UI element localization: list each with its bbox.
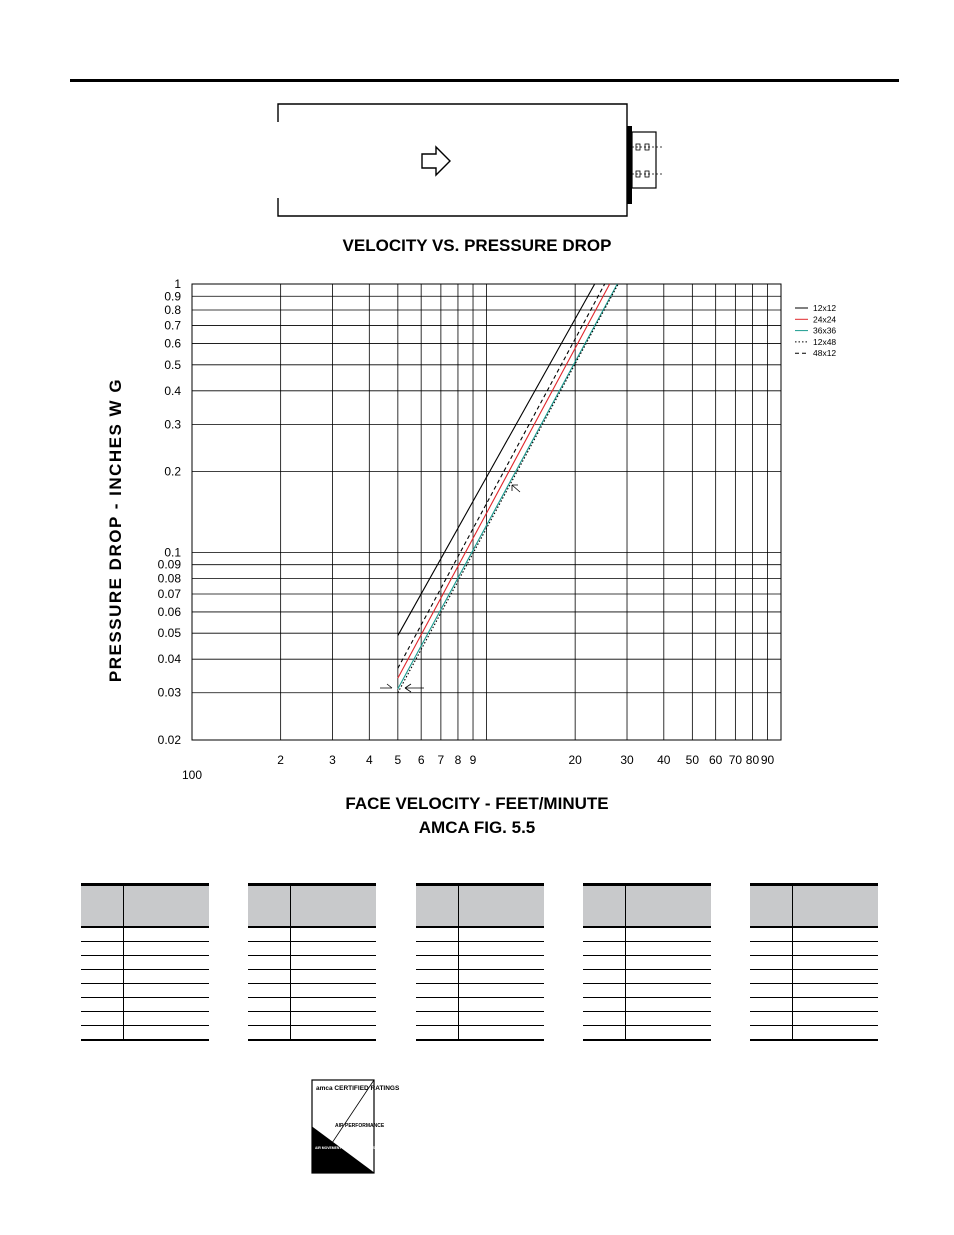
table-cell [583,970,626,984]
seal-top-text: amca CERTIFIED RATINGS [316,1085,400,1092]
table-row [81,1026,209,1041]
table-cell [248,1026,291,1041]
table-header-cell [81,885,124,928]
table-cell [124,956,210,970]
y-tick-label: 0.2 [164,464,181,479]
table-cell [583,956,626,970]
table-cell [750,956,793,970]
table-cell [248,998,291,1012]
y-tick-label: 0.08 [157,571,181,586]
table-row [81,970,209,984]
table-cell [81,1012,124,1026]
table-row [583,1012,711,1026]
y-tick-label: 0.7 [164,318,181,333]
series-line-48x12 [398,284,605,668]
table-row [583,942,711,956]
table-cell [124,998,210,1012]
table-cell [124,927,210,942]
table-cell [626,970,712,984]
arrow-right-icon [380,684,392,688]
table-cell [291,1026,377,1041]
table-cell [459,970,545,984]
table-cell [793,998,879,1012]
x-tick-label: 4 [365,753,373,767]
table-cell [459,984,545,998]
table-cell [750,927,793,942]
table-cell [793,956,879,970]
table-cell [626,1026,712,1041]
table-row [750,956,878,970]
table-cell [248,970,291,984]
table-row [583,956,711,970]
chart-title: VELOCITY VS. PRESSURE DROP [342,236,612,255]
table-cell [626,956,712,970]
x-tick-label: 50 [685,753,700,767]
table-cell [124,1026,210,1041]
table-cell [248,1012,291,1026]
table-cell [81,1026,124,1041]
table-row [750,1026,878,1041]
table-row [416,998,544,1012]
y-tick-label: 0.3 [164,417,181,432]
table-header-cell [459,885,545,928]
table-cell [583,1012,626,1026]
table-row [750,970,878,984]
table-row [248,942,376,956]
table-cell [750,998,793,1012]
table-cell [81,970,124,984]
table-cell [81,927,124,942]
table-cell [459,927,545,942]
legend-label: 48x12 [813,348,837,359]
table-cell [459,1012,545,1026]
series-line-36x36 [398,284,617,689]
table-row [416,1012,544,1026]
table-cell [248,984,291,998]
table-header-cell [793,885,879,928]
table-row [416,927,544,942]
x-axis-label: FACE VELOCITY - FEET/MINUTE [345,794,609,813]
table-row [248,970,376,984]
table-cell [626,998,712,1012]
y-tick-label: 0.07 [157,586,181,601]
x-tick-label: 80 [745,753,760,767]
amca-certified-ratings-seal [311,1079,400,1174]
series-line-12x48 [398,284,618,693]
table-cell [291,998,377,1012]
table-cell [459,1026,545,1041]
y-tick-label: 0.05 [157,626,181,641]
x-tick-label: 9 [469,753,477,767]
table-cell [416,1026,459,1041]
x-gridlines [192,284,781,740]
table-cell [583,998,626,1012]
x-tick-labels [182,753,775,782]
table-row [248,1012,376,1026]
table-row [750,1012,878,1026]
y-tick-label: 0.8 [164,303,181,318]
table-row [750,998,878,1012]
table-row [583,1026,711,1041]
x-tick-label: 7 [437,753,445,767]
figure-label: AMCA FIG. 5.5 [418,818,536,837]
table-header-cell [583,885,626,928]
table-cell [416,984,459,998]
y-tick-label: 0.9 [164,289,181,304]
table-row [416,1026,544,1041]
table-row [583,984,711,998]
table-row [416,970,544,984]
data-table [583,883,711,1041]
table-row [81,1012,209,1026]
y-tick-label: 0.09 [157,557,181,572]
y-tick-labels [158,277,182,747]
table-cell [459,956,545,970]
table-cell [793,970,879,984]
annotation-arrows [380,485,520,692]
data-series [398,284,618,693]
table-cell [626,927,712,942]
table-cell [750,942,793,956]
table-cell [626,1012,712,1026]
table-cell [291,970,377,984]
table-cell [291,1012,377,1026]
y-tick-label: 1 [174,277,181,291]
table-row [81,998,209,1012]
table-cell [416,970,459,984]
y-tick-label: 0.6 [164,336,181,351]
x-tick-label: 6 [417,753,425,767]
table-cell [459,942,545,956]
table-cell [583,927,626,942]
x-tick-label: 70 [728,753,743,767]
table-cell [124,942,210,956]
x-tick-label: 8 [454,753,462,767]
table-cell [416,942,459,956]
x-tick-label: 3 [329,753,336,767]
table-cell [81,942,124,956]
x-tick-label: 30 [620,753,634,767]
table-cell [124,984,210,998]
legend [795,303,836,358]
data-table [416,883,544,1041]
table-row [416,942,544,956]
table-header-cell [416,885,459,928]
table-row [750,984,878,998]
series-line-24x24 [398,284,610,678]
table-header-cell [124,885,210,928]
table-row [81,956,209,970]
x-tick-label: 20 [568,753,582,767]
x-tick-label: 100 [181,768,203,782]
table-row [750,942,878,956]
table-row [81,942,209,956]
legend-label: 36x36 [813,325,837,336]
table-header-cell [626,885,712,928]
table-cell [416,927,459,942]
table-cell [248,927,291,942]
y-tick-label: 0.03 [157,685,181,700]
y-tick-label: 0.4 [164,383,181,398]
table-cell [583,984,626,998]
table-row [583,927,711,942]
table-row [248,956,376,970]
y-tick-label: 0.04 [157,652,181,667]
table-cell [793,927,879,942]
table-cell [750,970,793,984]
data-table [248,883,376,1041]
table-header-cell [291,885,377,928]
table-cell [793,984,879,998]
table-cell [583,1026,626,1041]
table-row [416,956,544,970]
table-cell [416,998,459,1012]
table-cell [248,942,291,956]
table-row [248,984,376,998]
arrow-up-left-icon [512,485,520,492]
x-tick-label: 2 [277,753,284,767]
table-header-cell [248,885,291,928]
table-row [416,984,544,998]
table-row [248,927,376,942]
table-cell [793,1026,879,1041]
table-cell [459,998,545,1012]
legend-label: 12x12 [813,303,837,313]
table-cell [81,956,124,970]
table-cell [291,984,377,998]
table-cell [248,956,291,970]
seal-middle-text: AIR PERFORMANCE [335,1123,385,1129]
table-row [583,998,711,1012]
table-cell [291,927,377,942]
table-cell [124,970,210,984]
table-cell [291,956,377,970]
table-header-cell [750,885,793,928]
table-cell [750,1026,793,1041]
table-cell [793,1012,879,1026]
x-tick-label: 60 [708,753,723,767]
table-cell [416,1012,459,1026]
table-cell [583,942,626,956]
legend-label: 12x48 [813,336,837,347]
x-tick-label: 90 [760,753,775,767]
y-tick-label: 0.06 [157,604,181,619]
y-axis-label: PRESSURE DROP - INCHES W G [106,377,125,683]
table-row [81,984,209,998]
table-cell [750,1012,793,1026]
table-row [750,927,878,942]
data-table [750,883,878,1041]
table-row [583,970,711,984]
legend-label: 24x24 [813,314,837,325]
table-cell [291,942,377,956]
x-tick-label: 5 [394,753,402,767]
table-cell [81,998,124,1012]
series-line-12x12 [398,284,595,636]
table-row [81,927,209,942]
table-cell [416,956,459,970]
table-row [248,998,376,1012]
table-cell [626,984,712,998]
table-cell [124,1012,210,1026]
table-cell [81,984,124,998]
x-tick-label: 40 [657,753,671,767]
table-cell [750,984,793,998]
y-tick-label: 0.1 [164,545,181,560]
y-tick-label: 0.5 [164,357,181,372]
data-table [81,883,209,1041]
table-cell [626,942,712,956]
table-row [248,1026,376,1041]
table-cell [793,942,879,956]
seal-bottom-text: AIR MOVEMENT AND CONTROL ASSOCIATION, INC. [315,1146,400,1150]
y-tick-label: 0.02 [157,733,181,747]
